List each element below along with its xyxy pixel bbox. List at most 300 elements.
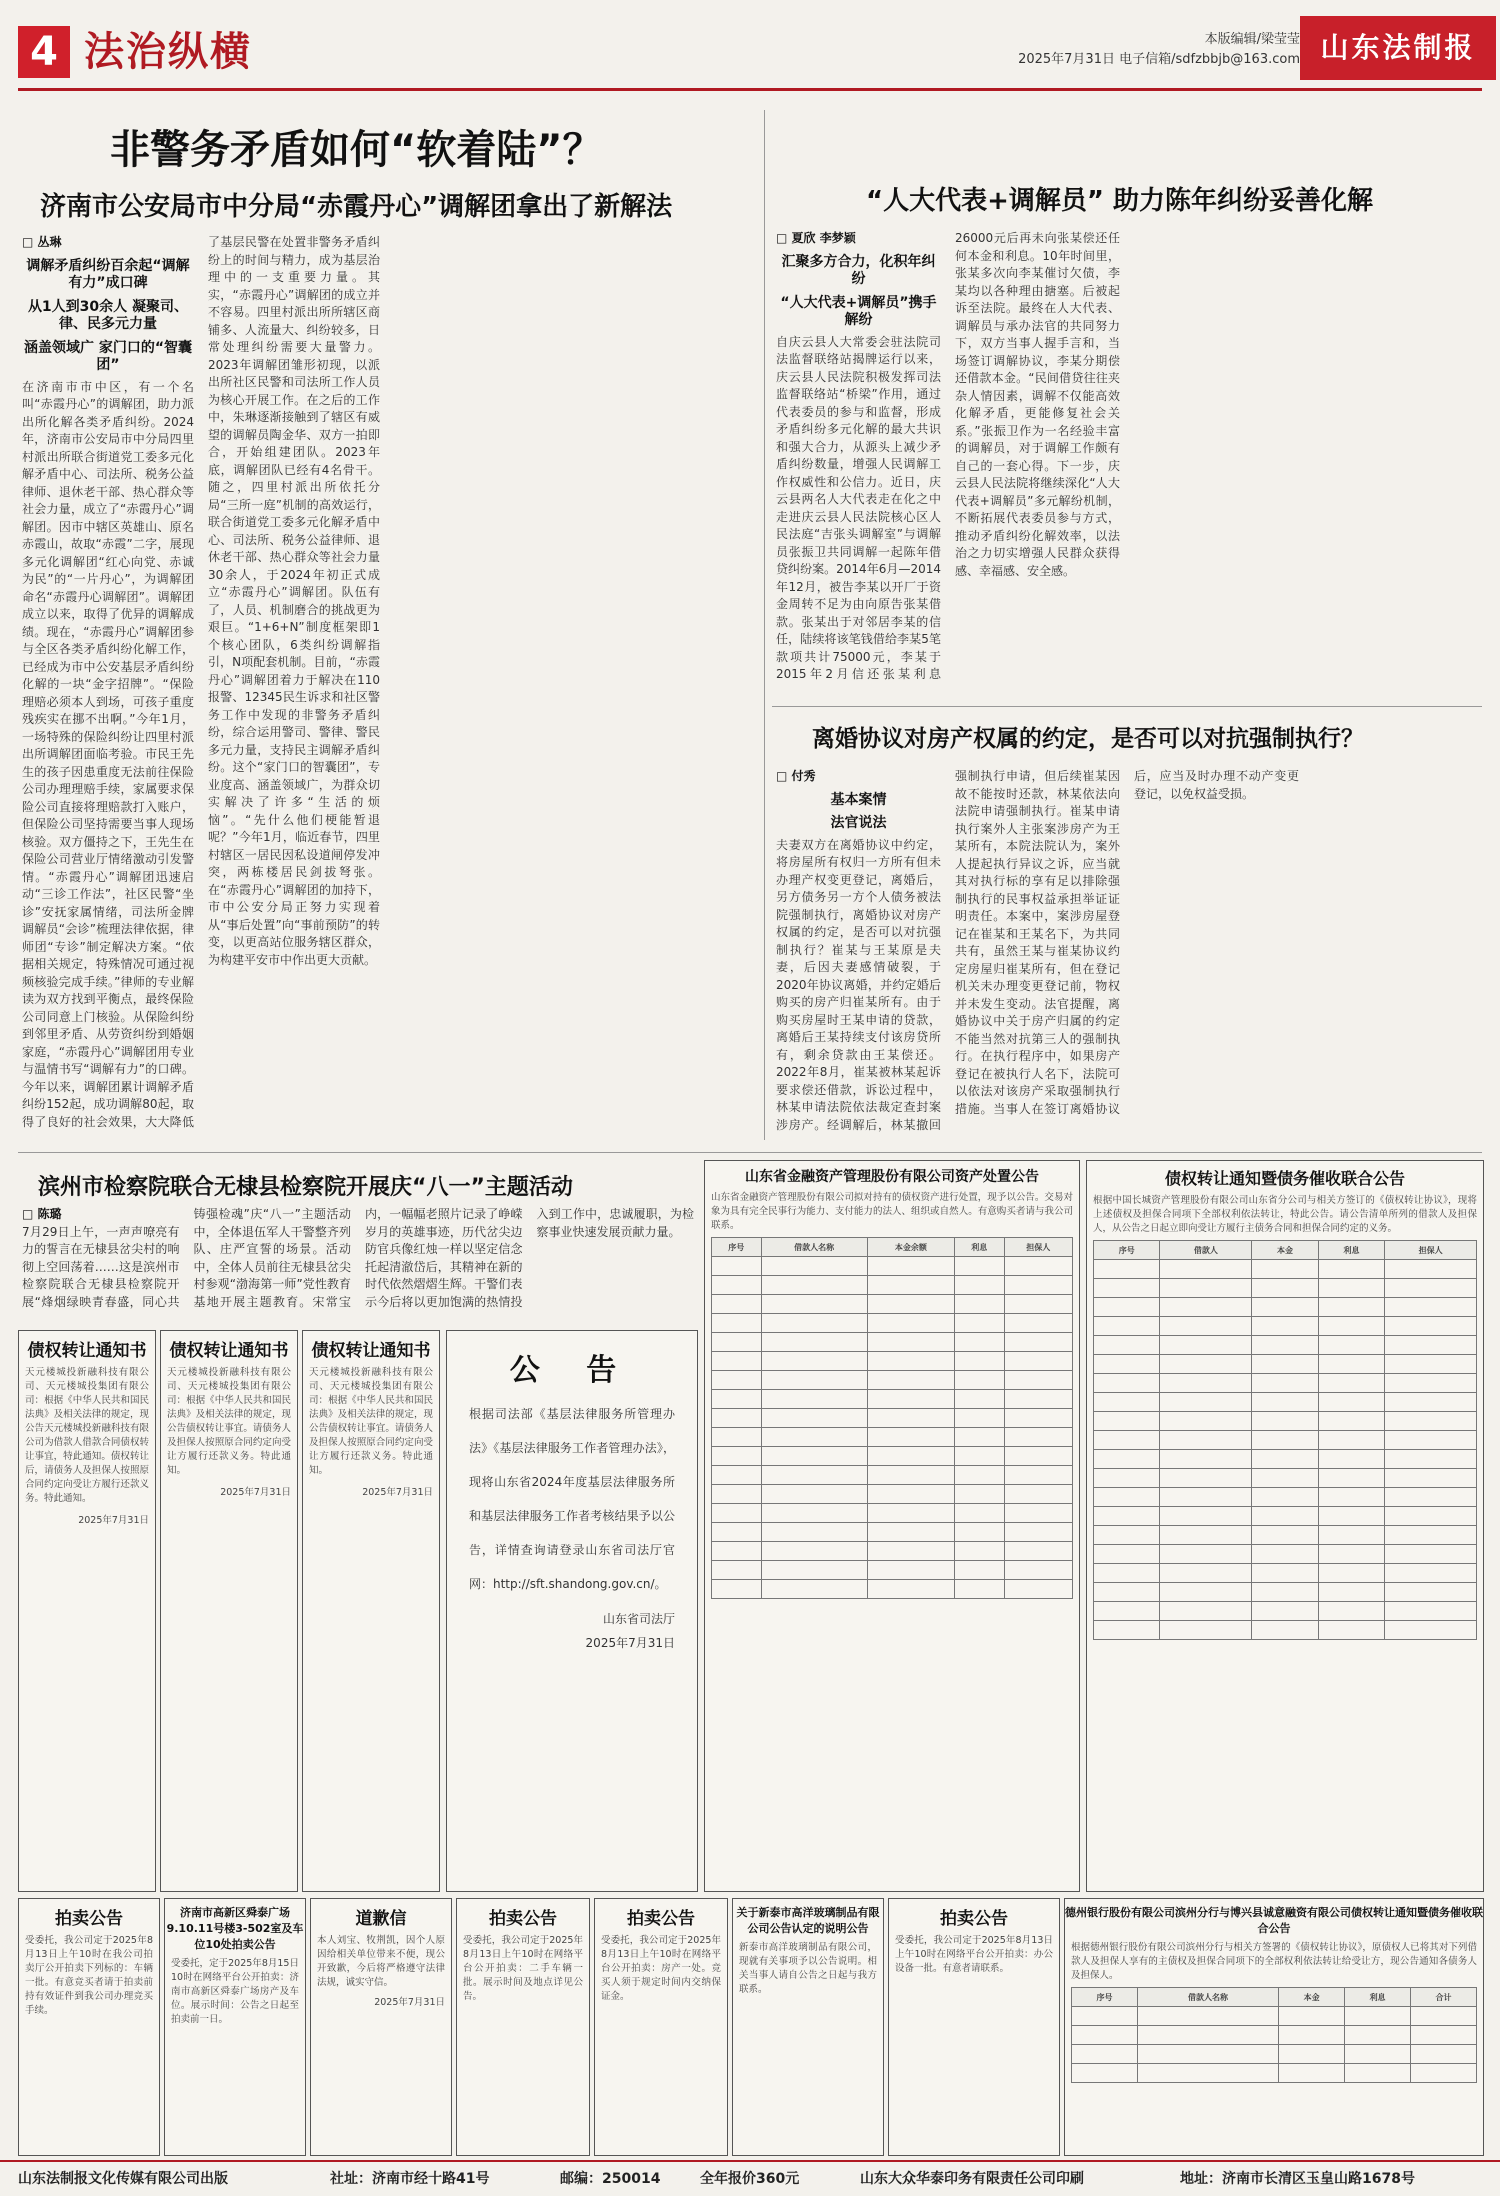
table-cell [1279, 2026, 1345, 2045]
table-cell [761, 1580, 867, 1599]
table-cell [1252, 1507, 1318, 1526]
table-cell [1318, 1564, 1384, 1583]
notice-sign: 2025年7月31日 [362, 1487, 433, 1498]
table-cell [761, 1561, 867, 1580]
table-cell [1252, 1602, 1318, 1621]
table-cell [1004, 1352, 1072, 1371]
col-header: 借款人名称 [761, 1238, 867, 1257]
table-cell [955, 1390, 1005, 1409]
table-cell [955, 1485, 1005, 1504]
table-cell [1252, 1583, 1318, 1602]
auction-notice-5 [888, 1898, 1060, 2156]
table-row [1094, 1507, 1477, 1526]
article-3-text: 夫妻双方在离婚协议中约定，将房屋所有权归一方所有但未办理产权变更登记，离婚后，另方债务另一方个人债务被法院强制执行，离婚协议对房产权属的约定，是否可以对抗强制执行？崔某与王某原是夫妻，后因夫妻感情破裂，于2020年协议离婚，并约定婚后购买的房产归崔某所有。由于购买房屋时王某申请的贷款，离婚后王某持续支付该房贷所有，剩余贷款由王某偿还。2022年8月，崔某被林某起诉要求偿还借款，诉讼过程中，林某申请法院依法裁定查封案涉房产。经调解后，林某撤回强制执行申请，但后续崔某因故不能按时还款，林某依法向法院申请强制执行。崔某申请执行案外人主张案涉房产为王某所有，本院法院认为，案外人提起执行异议之诉，应当就其对执行标的享有足以排除强制执行的民事权益承担举证证明责任。本案中，案涉房屋登记在崔某和王某名下，为共同共有，虽然王某与崔某协议约定房屋归崔某所有，但在登记机关未办理变更登记前，物权并未发生变动。法官提醒，离婚协议中关于房产归属的约定不能当然对抗第三人的强制执行。在执行程序中，如果房产登记在被执行人名下，法院可以依法对该房产采取强制执行措施。当事人在签订离婚协议后，应当及时办理不动产变更登记，以免权益受损。 [776, 769, 1299, 1132]
asset-disposal-notice [704, 1160, 1080, 1892]
table-cell [1252, 1412, 1318, 1431]
table-cell [1385, 1526, 1477, 1545]
notice-body: 本人刘宝、牧荆凯，因个人原因给相关单位带来不便，现公开致歉，今后将严格遵守法律法规，诚实守信。 [317, 1935, 445, 1988]
table-cell [761, 1428, 867, 1447]
table-cell [1318, 1526, 1384, 1545]
table-cell [1137, 2026, 1278, 2045]
footer-address: 社址：济南市经十路41号 [330, 2171, 490, 2187]
table-cell [1004, 1447, 1072, 1466]
table-cell [1004, 1466, 1072, 1485]
table-row [1094, 1374, 1477, 1393]
table-cell [761, 1485, 867, 1504]
table-cell [761, 1409, 867, 1428]
table-cell [955, 1314, 1005, 1333]
table-cell [1094, 1412, 1160, 1431]
table-cell [1094, 1488, 1160, 1507]
table-cell [1318, 1393, 1384, 1412]
table-cell [1160, 1621, 1252, 1640]
table-header-row [712, 1238, 1073, 1257]
table-cell [1160, 1336, 1252, 1355]
notice-body: 山东省金融资产管理股份有限公司拟对持有的债权资产进行处置，现予以公告。交易对象为具有完全民事行为能力、支付能力的法人、组织或自然人。有意购买者请与我公司联系。 [711, 1192, 1073, 1231]
table-cell [712, 1257, 762, 1276]
table-cell [1094, 1355, 1160, 1374]
table-cell [1318, 1412, 1384, 1431]
table-cell [1160, 1393, 1252, 1412]
table-row [712, 1485, 1073, 1504]
table-cell [867, 1390, 954, 1409]
table-cell [1252, 1431, 1318, 1450]
notice-sign: 2025年7月31日 [220, 1487, 291, 1498]
table-row [712, 1314, 1073, 1333]
notice-body: 受委托，我公司定于2025年8月13日上午10时在网络平台公开拍卖：办公设备一批。有意者请联系。 [895, 1935, 1053, 1974]
col-header: 序号 [712, 1238, 762, 1257]
article-3-byline: □ 付秀 [776, 769, 816, 783]
table-cell [867, 1409, 954, 1428]
notice-title: 济南市高新区舜泰广场9.10.11号楼3-502室及车位10处拍卖公告 [166, 1906, 304, 1951]
table-cell [712, 1542, 762, 1561]
table-cell [1279, 2045, 1345, 2064]
col-header: 担保人 [1004, 1238, 1072, 1257]
table-row [712, 1523, 1073, 1542]
col-header: 借款人名称 [1137, 1988, 1278, 2007]
table-cell [1160, 1374, 1252, 1393]
notice-body: 根据中国长城资产管理股份有限公司山东省分公司与相关方签订的《债权转让协议》，现将上述债权及担保合同项下全部权利依法转让，特此公告。请公告清单所列的借款人及担保人，从公告之日起立即向受让方履行主债务合同和担保合同约定的义务。 [1093, 1195, 1477, 1234]
table-cell [1160, 1507, 1252, 1526]
article-3-title: 离婚协议对房产权属的约定，是否可以对抗强制执行？ [812, 726, 1364, 752]
table-cell [1252, 1298, 1318, 1317]
table-cell [955, 1276, 1005, 1295]
table-cell [1160, 1602, 1252, 1621]
notice-body: 根据司法部《基层法律服务所管理办法》《基层法律服务工作者管理办法》，现将山东省2024年度基层法律服务所和基层法律服务工作者考核结果予以公告，详情查询请登录山东省司法厅官网：http://sft.shandong.gov.cn/。 [469, 1407, 675, 1591]
table-cell [1385, 1545, 1477, 1564]
table-cell [955, 1542, 1005, 1561]
masthead-rule [18, 88, 1482, 91]
table-cell [1385, 1317, 1477, 1336]
table-row [1094, 1564, 1477, 1583]
table-cell [955, 1295, 1005, 1314]
table-cell [867, 1257, 954, 1276]
table-cell [712, 1447, 762, 1466]
table-cell [1252, 1526, 1318, 1545]
notice-body: 新泰市高洋玻璃制品有限公司，现就有关事项予以公告说明。相关当事人请自公告之日起与我方联系。 [739, 1942, 877, 1995]
table-cell [955, 1466, 1005, 1485]
table-row [1094, 1488, 1477, 1507]
table-cell [712, 1504, 762, 1523]
table-row [712, 1504, 1073, 1523]
table-cell [1318, 1583, 1384, 1602]
article-1-sub-1: 调解矛盾纠纷百余起“调解有力”成口碑 [26, 257, 190, 291]
table-row [1094, 1526, 1477, 1545]
notice-title: 山东省金融资产管理股份有限公司资产处置公告 [745, 1169, 1039, 1185]
table-cell [955, 1504, 1005, 1523]
table-row [1094, 1317, 1477, 1336]
table-cell [1385, 1279, 1477, 1298]
table-row [1094, 1298, 1477, 1317]
table-cell [867, 1371, 954, 1390]
article-2-sub-2: “人大代表+调解员”携手解纷 [780, 294, 937, 328]
table-cell [867, 1523, 954, 1542]
table-cell [1094, 1545, 1160, 1564]
table-cell [712, 1523, 762, 1542]
notice-sign: 2025年7月31日 [78, 1515, 149, 1526]
page-footer [0, 2160, 1500, 2196]
table-cell [1318, 1431, 1384, 1450]
notice-body: 受委托，我公司定于2025年8月13日上午10时在网络平台公开拍卖：房产一处。竞买人须于规定时间内交纳保证金。 [601, 1935, 721, 2002]
table-cell [1252, 1545, 1318, 1564]
notice-body: 天元楼城投新融科技有限公司、天元楼城投集团有限公司：根据《中华人民共和国民法典》及相关法律的规定，现公告天元楼城投新融科技有限公司为借款人借款合同债权转让事宜，特此通知。债权转让后，请债务人及担保人按照原合同约定向受让方履行还款义务。特此通知。 [25, 1367, 149, 1504]
table-cell [867, 1580, 954, 1599]
paper-logo: 山东法制报 [1300, 16, 1496, 80]
col-header: 序号 [1072, 1988, 1138, 2007]
footer-postcode: 邮编：250014 [560, 2171, 661, 2187]
section-title: 法治纵横 [84, 29, 252, 75]
table-cell [1318, 1336, 1384, 1355]
table-cell [1094, 1469, 1160, 1488]
table-cell [1004, 1409, 1072, 1428]
article-1-title: 非警务矛盾如何“软着陆”？ [110, 127, 603, 173]
table-cell [867, 1333, 954, 1352]
footer-printer: 山东大众华泰印务有限责任公司印刷 [860, 2171, 1084, 2187]
table-cell [1252, 1450, 1318, 1469]
notice-body: 天元楼城投新融科技有限公司、天元楼城投集团有限公司：根据《中华人民共和国民法典》及相关法律的规定，现公告债权转让事宜。请债务人及担保人按照原合同约定向受让方履行还款义务。特此通知。 [309, 1367, 433, 1476]
table-cell [761, 1390, 867, 1409]
bank-table [1071, 1987, 1477, 2083]
table-cell [1160, 1545, 1252, 1564]
table-cell [1072, 2064, 1138, 2083]
table-cell [1411, 2045, 1477, 2064]
notice-title: 拍卖公告 [627, 1909, 695, 1929]
table-cell [1252, 1317, 1318, 1336]
table-row [1072, 2064, 1477, 2083]
table-cell [761, 1352, 867, 1371]
table-cell [867, 1314, 954, 1333]
table-cell [1345, 2026, 1411, 2045]
table-row [1072, 2026, 1477, 2045]
notice-title: 公 告 [509, 1353, 635, 1388]
table-cell [867, 1276, 954, 1295]
table-cell [761, 1504, 867, 1523]
article-4-body [22, 1206, 694, 1316]
table-cell [1004, 1504, 1072, 1523]
table-cell [1318, 1621, 1384, 1640]
table-cell [1072, 2026, 1138, 2045]
notice-title: 德州银行股份有限公司滨州分行与博兴县诚意融资有限公司债权转让通知暨债务催收联合公告 [1065, 1906, 1483, 1935]
notice-body: 受委托，定于2025年8月15日10时在网络平台公开拍卖：济南市高新区舜泰广场房产及车位。展示时间：公告之日起至拍卖前一日。 [171, 1958, 299, 2025]
table-cell [1160, 1431, 1252, 1450]
bank-debt-notice [1064, 1898, 1484, 2156]
masthead-info [960, 30, 1300, 70]
article-1-body [22, 234, 752, 1134]
table-cell [955, 1561, 1005, 1580]
table-cell [1137, 2045, 1278, 2064]
date-email-line: 2025年7月31日 电子信箱/sdfzbbjb@163.com [1018, 52, 1300, 67]
article-3 [772, 714, 1482, 1144]
table-cell [1318, 1260, 1384, 1279]
table-cell [1318, 1355, 1384, 1374]
table-cell [1004, 1314, 1072, 1333]
article-1-sub-2: 从1人到30余人 凝聚司、律、民多元力量 [27, 298, 189, 332]
table-cell [1004, 1276, 1072, 1295]
section-divider [18, 1152, 1482, 1153]
table-cell [761, 1447, 867, 1466]
table-cell [712, 1390, 762, 1409]
col-header: 利息 [1345, 1988, 1411, 2007]
table-cell [1318, 1507, 1384, 1526]
table-cell [1160, 1260, 1252, 1279]
table-cell [1279, 2064, 1345, 2083]
table-row [1094, 1431, 1477, 1450]
auction-notice-1 [18, 1898, 160, 2156]
table-cell [1160, 1412, 1252, 1431]
article-2-sub-1: 汇聚多方合力，化积年纠纷 [781, 253, 936, 287]
article-4-byline: □ 陈璐 [22, 1207, 62, 1221]
table-cell [1094, 1393, 1160, 1412]
column-divider [764, 110, 765, 1140]
table-row [712, 1580, 1073, 1599]
table-row [1094, 1393, 1477, 1412]
table-cell [761, 1371, 867, 1390]
table-cell [955, 1580, 1005, 1599]
table-cell [1094, 1336, 1160, 1355]
table-cell [1252, 1279, 1318, 1298]
table-row [1094, 1621, 1477, 1640]
bank-table-wrap [1065, 1983, 1483, 2087]
table-row [1094, 1412, 1477, 1431]
table-cell [1137, 2007, 1278, 2026]
notice-issuer: 山东省司法厅 [602, 1612, 675, 1626]
table-cell [1160, 1488, 1252, 1507]
table-cell [761, 1314, 867, 1333]
table-cell [1094, 1260, 1160, 1279]
section-divider [772, 706, 1482, 707]
table-cell [1252, 1469, 1318, 1488]
table-cell [1318, 1469, 1384, 1488]
debt-table-wrap [1087, 1236, 1483, 1644]
notice-title: 拍卖公告 [489, 1909, 557, 1929]
table-row [1094, 1355, 1477, 1374]
table-cell [1160, 1298, 1252, 1317]
creditor-notice-3 [302, 1330, 440, 1892]
table-cell [1385, 1393, 1477, 1412]
table-cell [1094, 1583, 1160, 1602]
table-header-row [1094, 1241, 1477, 1260]
article-1-subtitle: 济南市公安局市中分局“赤霞丹心”调解团拿出了新解法 [40, 192, 673, 222]
col-header: 本金 [1252, 1241, 1318, 1260]
table-cell [955, 1428, 1005, 1447]
table-header-row [1072, 1988, 1477, 2007]
table-cell [1385, 1355, 1477, 1374]
col-header: 合计 [1411, 1988, 1477, 2007]
col-header: 担保人 [1385, 1241, 1477, 1260]
table-cell [1385, 1431, 1477, 1450]
masthead [0, 0, 1500, 94]
article-2-body [776, 230, 1478, 690]
table-cell [1094, 1374, 1160, 1393]
table-cell [955, 1257, 1005, 1276]
article-3-sub-1: 基本案情 [830, 791, 887, 808]
table-cell [867, 1561, 954, 1580]
table-cell [955, 1523, 1005, 1542]
notice-date: 2025年7月31日 [585, 1636, 675, 1650]
table-cell [1160, 1564, 1252, 1583]
table-cell [1252, 1260, 1318, 1279]
auction-notice-3 [456, 1898, 590, 2156]
table-cell [867, 1447, 954, 1466]
asset-table [711, 1237, 1073, 1599]
auction-notice-2 [164, 1898, 306, 2156]
table-cell [1160, 1469, 1252, 1488]
table-cell [1345, 2007, 1411, 2026]
table-cell [712, 1333, 762, 1352]
table-cell [1318, 1602, 1384, 1621]
table-cell [1072, 2007, 1138, 2026]
table-cell [1385, 1564, 1477, 1583]
table-cell [1385, 1621, 1477, 1640]
notice-title: 拍卖公告 [940, 1909, 1008, 1929]
table-cell [867, 1542, 954, 1561]
table-cell [712, 1409, 762, 1428]
table-cell [1094, 1602, 1160, 1621]
table-cell [1385, 1298, 1477, 1317]
article-3-body [776, 768, 1478, 1138]
table-cell [1279, 2007, 1345, 2026]
table-cell [761, 1333, 867, 1352]
table-row [712, 1333, 1073, 1352]
article-3-sub-2: 法官说法 [830, 815, 887, 831]
table-cell [867, 1295, 954, 1314]
creditor-notice-2 [160, 1330, 298, 1892]
table-cell [712, 1371, 762, 1390]
apology-letter [310, 1898, 452, 2156]
table-cell [1385, 1583, 1477, 1602]
table-cell [761, 1466, 867, 1485]
table-row [712, 1257, 1073, 1276]
auction-notice-4 [594, 1898, 728, 2156]
notice-body: 天元楼城投新融科技有限公司、天元楼城投集团有限公司：根据《中华人民共和国民法典》及相关法律的规定，现公告债权转让事宜。请债务人及担保人按照原合同约定向受让方履行还款义务。特此通知。 [167, 1367, 291, 1476]
col-header: 序号 [1094, 1241, 1160, 1260]
table-cell [1004, 1485, 1072, 1504]
government-notice [446, 1330, 698, 1892]
table-row [1094, 1279, 1477, 1298]
table-row [712, 1409, 1073, 1428]
article-1-sub-3: 涵盖领域广 家门口的“智囊团” [23, 339, 193, 373]
table-cell [712, 1276, 762, 1295]
notice-body: 受委托，我公司定于2025年8月13日上午10时在我公司拍卖厅公开拍卖下列标的：车辆一批。有意竞买者请于拍卖前持有效证件到我公司办理竞买手续。 [25, 1935, 153, 2016]
table-cell [1411, 2064, 1477, 2083]
table-cell [1345, 2064, 1411, 2083]
table-cell [955, 1352, 1005, 1371]
table-cell [1411, 2007, 1477, 2026]
table-cell [1411, 2026, 1477, 2045]
table-row [712, 1447, 1073, 1466]
table-cell [955, 1447, 1005, 1466]
notice-title: 债权转让通知暨债务催收联合公告 [1164, 1169, 1405, 1188]
table-cell [1004, 1561, 1072, 1580]
table-row [1094, 1583, 1477, 1602]
table-cell [1094, 1526, 1160, 1545]
table-row [712, 1390, 1073, 1409]
table-cell [712, 1580, 762, 1599]
table-row [712, 1561, 1073, 1580]
table-cell [712, 1314, 762, 1333]
table-row [712, 1352, 1073, 1371]
table-cell [1252, 1374, 1318, 1393]
table-cell [1385, 1260, 1477, 1279]
article-2 [772, 104, 1482, 704]
table-cell [1252, 1336, 1318, 1355]
table-cell [1094, 1621, 1160, 1640]
notice-body: 根据德州银行股份有限公司滨州分行与相关方签署的《债权转让协议》，原债权人已将其对下列借款人及担保人享有的主债权及担保合同项下的全部权利依法转让给受让方，现公告通知各债务人及担保人。 [1071, 1942, 1477, 1981]
col-header: 本金余额 [867, 1238, 954, 1257]
table-row [1094, 1469, 1477, 1488]
notice-title: 债权转让通知书 [27, 1341, 147, 1361]
notice-sign: 2025年7月31日 [374, 1997, 445, 2008]
table-cell [1160, 1317, 1252, 1336]
notice-title: 拍卖公告 [55, 1909, 123, 1929]
asset-table-wrap [705, 1233, 1079, 1603]
table-row [712, 1295, 1073, 1314]
footer-publisher: 山东法制报文化传媒有限公司出版 [18, 2171, 228, 2187]
table-cell [1094, 1298, 1160, 1317]
table-cell [867, 1504, 954, 1523]
table-cell [955, 1371, 1005, 1390]
table-cell [1004, 1542, 1072, 1561]
col-header: 利息 [955, 1238, 1005, 1257]
table-cell [1252, 1564, 1318, 1583]
article-4-title: 滨州市检察院联合无棣县检察院开展庆“八一”主题活动 [38, 1175, 573, 1200]
table-cell [955, 1409, 1005, 1428]
table-row [1072, 2007, 1477, 2026]
table-cell [1385, 1469, 1477, 1488]
table-cell [1318, 1488, 1384, 1507]
article-4-text: 7月29日上午，一声声嘹亮有力的誓言在无棣县岔尖村的响彻上空回荡着……这是滨州市检察院联合无棣县检察院开展“烽烟绿映青春盛，同心共铸强检魂”庆“八一”主题活动中，全体退伍军人干警整齐列队、庄严宣誓的场景。活动中，全体人员前往无棣县岔尖村参观“渤海第一师”党性教育基地开展主题教育。宋常宝内，一幅幅老照片记录了峥嵘岁月的英雄事迹，历代岔尖边防官兵像红烛一样以坚定信念托起清澈岱后，其精神在新的时代依然熠熠生辉。干警们表示今后将以更加饱满的热情投入到工作中，忠诚履职，为检察事业快速发展贡献力量。 [22, 1207, 694, 1309]
table-cell [1385, 1602, 1477, 1621]
table-row [1094, 1450, 1477, 1469]
table-cell [761, 1523, 867, 1542]
table-cell [712, 1561, 762, 1580]
table-cell [1252, 1355, 1318, 1374]
table-cell [1318, 1450, 1384, 1469]
table-cell [1004, 1580, 1072, 1599]
page-number: 4 [18, 26, 70, 78]
table-row [1072, 2045, 1477, 2064]
table-cell [761, 1542, 867, 1561]
editor-line: 本版编辑/梁莹莹 [1204, 32, 1300, 47]
table-cell [712, 1485, 762, 1504]
footer-printer-address: 地址：济南市长清区玉皇山路1678号 [1180, 2171, 1415, 2187]
creditor-notice-1 [18, 1330, 156, 1892]
debt-table [1093, 1240, 1477, 1640]
table-cell [1318, 1317, 1384, 1336]
table-cell [867, 1466, 954, 1485]
table-cell [1137, 2064, 1278, 2083]
debt-collection-notice [1086, 1160, 1484, 1892]
